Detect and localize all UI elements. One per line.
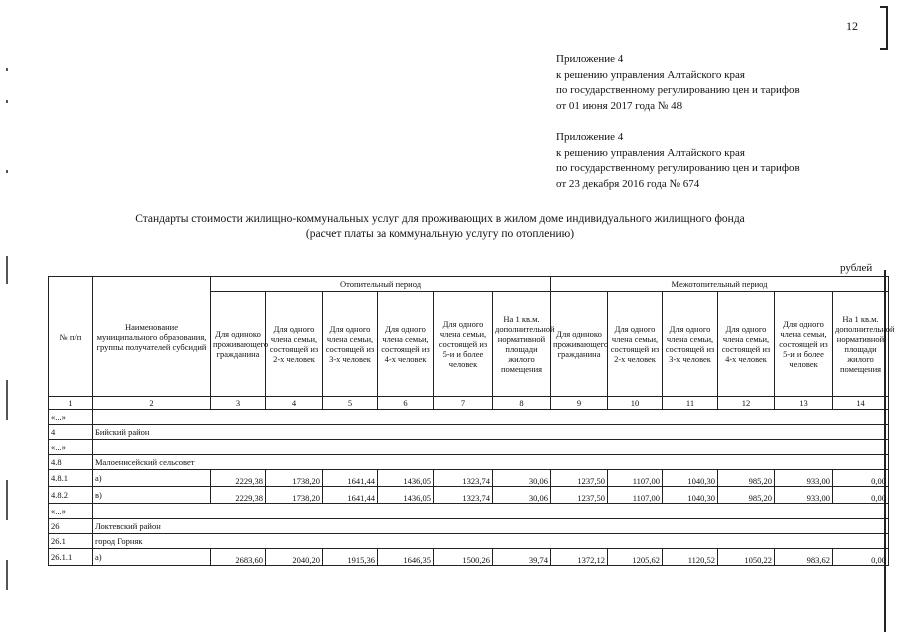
margin-mark [6, 480, 8, 520]
annex-block-2 [556, 130, 800, 192]
cell-value: 1641,44 [323, 487, 378, 504]
margin-mark [6, 380, 8, 420]
row-filler [93, 504, 889, 519]
cell-value: 1107,00 [608, 487, 663, 504]
row-code: 4.8.1 [49, 470, 93, 487]
cell-value: 1205,62 [608, 549, 663, 566]
ellipsis-row [49, 504, 889, 519]
annex-line: по государственному регулированию цен и тарифов [556, 84, 800, 96]
title-line-2: (расчет платы за коммунальную услугу по отоплению) [305, 228, 575, 240]
cell-value: 0,00 [833, 487, 889, 504]
column-number: 7 [434, 397, 493, 410]
annex-line: от 23 декабря 2016 года № 674 [556, 177, 700, 190]
annex-line: по государственному регулированию цен и тарифов [556, 162, 800, 174]
page-number: 12 [846, 19, 858, 33]
header-no: № п/п [49, 277, 93, 397]
cell-value: 1641,44 [323, 470, 378, 487]
cell-value: 1040,30 [663, 487, 718, 504]
column-number: 10 [608, 397, 663, 410]
cell-value: 2040,20 [266, 549, 323, 566]
row-code: 4.8 [49, 455, 93, 470]
header-single: Для одиноко проживающего гражданина [551, 292, 608, 397]
column-number: 11 [663, 397, 718, 410]
cell-value: 1738,20 [266, 487, 323, 504]
header-per-sqm: На 1 кв.м. дополнительной нормативной площади жилого помещения [833, 292, 889, 397]
margin-mark [6, 170, 8, 173]
margin-mark [6, 560, 8, 590]
currency-note: рублей [840, 262, 873, 274]
column-number: 5 [323, 397, 378, 410]
row-code: 26.1.1 [49, 549, 93, 566]
ellipsis-row [49, 440, 889, 455]
cell-value: 30,06 [493, 487, 551, 504]
table-body [49, 410, 889, 566]
cell-value: 1323,74 [434, 470, 493, 487]
annex-line: Приложение 4 [556, 131, 624, 143]
cell-value: 1372,12 [551, 549, 608, 566]
row-code: 4 [49, 425, 93, 440]
section-row [49, 455, 889, 470]
column-number: 6 [378, 397, 434, 410]
cell-value: 1050,22 [718, 549, 775, 566]
cell-value: 1107,00 [608, 470, 663, 487]
column-number: 13 [775, 397, 833, 410]
section-row [49, 534, 889, 549]
cell-value: 0,00 [833, 470, 889, 487]
cell-value: 985,20 [718, 470, 775, 487]
row-code: «...» [49, 410, 93, 425]
row-name: Малоенисейский сельсовет [93, 455, 889, 470]
margin-mark [6, 100, 8, 103]
section-row [49, 425, 889, 440]
cell-value: 985,20 [718, 487, 775, 504]
column-number: 1 [49, 397, 93, 410]
column-number: 9 [551, 397, 608, 410]
header-per-sqm: На 1 кв.м. дополнительной нормативной площади жилого помещения [493, 292, 551, 397]
column-number: 8 [493, 397, 551, 410]
annex-line: к решению управления Алтайского края [556, 68, 745, 81]
header-family-4: Для одного члена семьи, состоящей из 4-х человек [718, 292, 775, 397]
annex-block-1 [556, 52, 800, 114]
column-number: 14 [833, 397, 889, 410]
row-code: «...» [49, 440, 93, 455]
annex-line: Приложение 4 [556, 53, 624, 65]
section-row [49, 519, 889, 534]
row-code: 26 [49, 519, 93, 534]
column-number: 3 [211, 397, 266, 410]
tariff-table [48, 276, 895, 566]
cell-value: 1323,74 [434, 487, 493, 504]
row-name: в) [93, 487, 211, 504]
header-family-4: Для одного члена семьи, состоящей из 4-х человек [378, 292, 434, 397]
header-family-5: Для одного члена семьи, состоящей из 5-и и более человек [434, 292, 493, 397]
row-name: Бийский район [93, 425, 889, 440]
table-row [49, 470, 889, 487]
header-family-2: Для одного члена семьи, состоящей из 2-х человек [608, 292, 663, 397]
cell-value: 2229,38 [211, 487, 266, 504]
column-number: 4 [266, 397, 323, 410]
cell-value: 933,00 [775, 487, 833, 504]
margin-mark [6, 256, 8, 284]
cell-value: 1436,05 [378, 487, 434, 504]
header-family-2: Для одного члена семьи, состоящей из 2-х человек [266, 292, 323, 397]
row-name: а) [93, 470, 211, 487]
row-code: 4.8.2 [49, 487, 93, 504]
annex-line: к решению управления Алтайского края [556, 146, 745, 159]
cell-value: 2683,60 [211, 549, 266, 566]
row-name: город Горняк [93, 534, 889, 549]
scan-bracket-top [880, 6, 888, 50]
table-row [49, 487, 889, 504]
header-single: Для одиноко проживающего гражданина [211, 292, 266, 397]
cell-value: 1120,52 [663, 549, 718, 566]
cell-value: 1237,50 [551, 470, 608, 487]
cell-value: 1500,26 [434, 549, 493, 566]
row-filler [93, 410, 889, 425]
row-code: 26.1 [49, 534, 93, 549]
header-heating-period: Отопительный период [211, 277, 551, 292]
margin-mark [6, 68, 8, 71]
row-code: «...» [49, 504, 93, 519]
cell-value: 30,06 [493, 470, 551, 487]
ellipsis-row [49, 410, 889, 425]
cell-value: 39,74 [493, 549, 551, 566]
cell-value: 1738,20 [266, 470, 323, 487]
row-filler [93, 440, 889, 455]
annex-line: от 01 июня 2017 года № 48 [556, 99, 683, 112]
header-family-3: Для одного члена семьи, состоящей из 3-х человек [663, 292, 718, 397]
column-number: 2 [93, 397, 211, 410]
cell-value: 1646,35 [378, 549, 434, 566]
column-number: 12 [718, 397, 775, 410]
cell-value: 1040,30 [663, 470, 718, 487]
row-name: а) [93, 549, 211, 566]
title-line-1: Стандарты стоимости жилищно-коммунальных услуг для проживающих в жилом доме индивидуального жилищного фонда [135, 213, 745, 225]
cell-value: 0,00 [833, 549, 889, 566]
header-interheating-period: Межотопительный период [551, 277, 889, 292]
document-title [0, 212, 880, 242]
header-family-5: Для одного члена семьи, состоящей из 5-и и более человек [775, 292, 833, 397]
header-name: Наименование муниципального образования, группы получателей субсидий [93, 277, 211, 397]
cell-value: 2229,38 [211, 470, 266, 487]
cell-value: 933,00 [775, 470, 833, 487]
cell-value: 983,62 [775, 549, 833, 566]
cell-value: 1915,36 [323, 549, 378, 566]
cell-value: 1436,05 [378, 470, 434, 487]
header-family-3: Для одного члена семьи, состоящей из 3-х человек [323, 292, 378, 397]
row-name: Локтевский район [93, 519, 889, 534]
table-row [49, 549, 889, 566]
cell-value: 1237,50 [551, 487, 608, 504]
